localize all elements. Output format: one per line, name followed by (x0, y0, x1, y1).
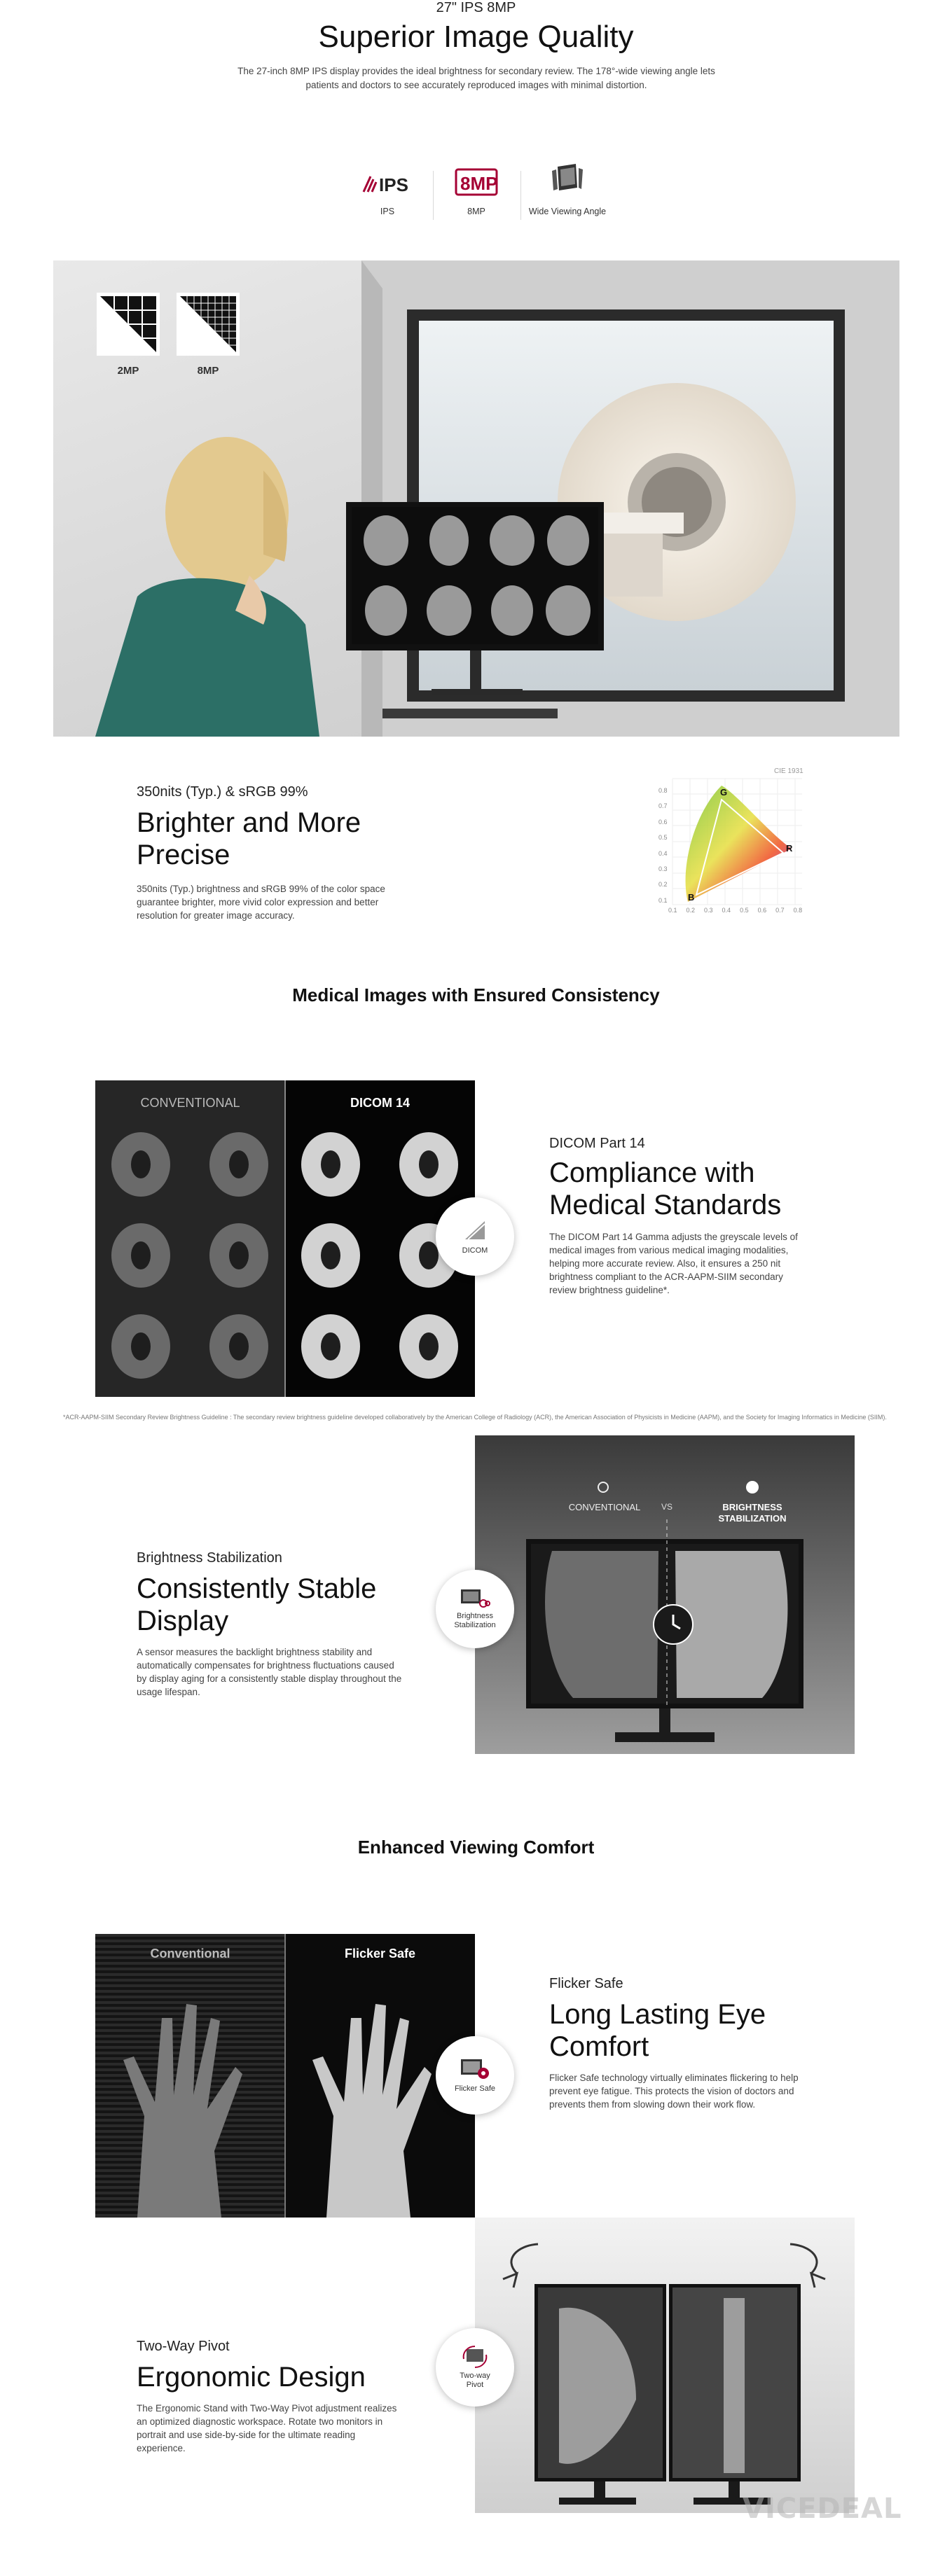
cie-x-ticks: 0.1 0.2 0.3 0.4 0.5 0.6 0.7 0.8 (668, 907, 803, 914)
feature-ips (342, 162, 433, 217)
cie-vertex-r: R (786, 843, 793, 854)
dicom-badge-label: DICOM (462, 1246, 488, 1255)
dicom-icon (461, 1218, 489, 1242)
stabilization-body: A sensor measures the backlight brightness stability and automatically compensates for brightness fluctuations caused by display aging for a consistently stable display throughout the usage lifespan. (137, 1647, 402, 1697)
brightness-body: 350nits (Typ.) brightness and sRGB 99% of the color space guarantee brighter, more vivid color expression and better resolution for greater image accuracy. (137, 884, 385, 921)
flicker-badge-label: Flicker Safe (454, 2084, 496, 2093)
dicom-compare-image (95, 1080, 475, 1397)
wide-viewing-angle-icon (522, 162, 613, 196)
two-way-pivot-icon (461, 2345, 489, 2369)
cie-vertex-g: G (720, 787, 728, 798)
stabilization-image (475, 1435, 855, 1754)
flicker-right-label: Flicker Safe (344, 1947, 416, 1961)
stabilization-left-label: CONVENTIONAL (568, 1502, 641, 1512)
dicom-left-label: CONVENTIONAL (140, 1096, 240, 1110)
resolution-compare-8mp (177, 293, 240, 377)
feature-8mp (431, 162, 522, 217)
cie-vertex-b: B (688, 892, 695, 903)
dicom-title: Compliance with Medical Standards (549, 1157, 782, 1220)
cie-chart-label: CIE 1931 (774, 767, 803, 775)
stabilization-badge-label: Brightness Stabilization (454, 1612, 496, 1629)
stabilization-eyebrow: Brightness Stabilization (137, 1550, 282, 1566)
pivot-image (475, 2218, 855, 2513)
ips-logo-text: IPS (379, 174, 408, 195)
brightness-title: Brighter and More Precise (137, 807, 361, 870)
pivot-body: The Ergonomic Stand with Two-Way Pivot adjustment realizes an optimized diagnostic workspace. Rotate two monitors in portrait and use side-by-side for the ultimate reading experience. (137, 2403, 397, 2453)
feature-divider (520, 171, 521, 220)
dicom-eyebrow: DICOM Part 14 (549, 1136, 645, 1151)
pivot-badge-label: Two-way Pivot (460, 2372, 490, 2389)
feature-wide-angle (522, 162, 613, 217)
hero-description: The 27-inch 8MP IPS display provides the ideal brightness for secondary review. The 178°-wide viewing angle lets patients and doctors to see accurately reproduced images with minimal distortion. (237, 66, 715, 90)
hero-title: Superior Image Quality (318, 20, 634, 54)
flicker-compare-image (95, 1934, 475, 2218)
watermark: VICEDEAL (743, 2493, 902, 2525)
stabilization-right-label: BRIGHTNESS STABILIZATION (718, 1502, 787, 1524)
hero-photo (53, 260, 899, 737)
brightness-eyebrow: 350nits (Typ.) & sRGB 99% (137, 784, 308, 800)
dicom-badge (436, 1197, 514, 1276)
stabilization-title: Consistently Stable Display (137, 1573, 377, 1636)
resolution-compare-2mp (97, 293, 160, 377)
consistency-section-title: Medical Images with Ensured Consistency (292, 984, 660, 1005)
flicker-safe-icon (460, 2058, 490, 2080)
flicker-badge (436, 2036, 514, 2115)
pivot-badge (436, 2328, 514, 2407)
ips-logo-icon (342, 162, 433, 196)
feature-label-ips: IPS (380, 207, 395, 216)
pivot-title: Ergonomic Design (137, 2362, 366, 2393)
cie-chart (651, 765, 820, 919)
hero-eyebrow: 27" IPS 8MP (436, 0, 516, 15)
flicker-title: Long Lasting Eye Comfort (549, 1999, 766, 2062)
comfort-section-title: Enhanced Viewing Comfort (357, 1837, 595, 1858)
flicker-body: Flicker Safe technology virtually eliminates flickering to help prevent eye fatigue. This protects the vision of doctors and prevents them from slowing down their work flow. (549, 2073, 799, 2110)
stabilization-badge (436, 1570, 514, 1648)
resolution-label-2mp: 2MP (117, 365, 139, 377)
cie-y-ticks: 0.8 0.7 0.6 0.5 0.4 0.3 0.2 0.1 (658, 787, 668, 904)
feature-label-wide-angle: Wide Viewing Angle (528, 207, 607, 216)
feature-label-8mp: 8MP (467, 207, 485, 216)
flicker-eyebrow: Flicker Safe (549, 1976, 623, 1991)
resolution-label-8mp: 8MP (197, 365, 219, 377)
dicom-footnote: *ACR-AAPM-SIIM Secondary Review Brightness Guideline : The secondary review brightness guideline developed collaboratively by the American College of Radiology (ACR), the American Association of Physicists in Medicine (AAPM), and the Society for Imaging Informatics in Medicine (SIIM). (63, 1414, 887, 1421)
dicom-right-label: DICOM 14 (350, 1096, 411, 1110)
8mp-logo-icon (431, 162, 522, 196)
dicom-body: The DICOM Part 14 Gamma adjusts the greyscale levels of medical images from various medical imaging modalities, helping more accurate review. Also, it ensures a 250 nit brightness compliant to the ACR-AAPM-SIIM secondary review brightness guideline*. (549, 1232, 798, 1295)
stabilization-vs: VS (661, 1502, 672, 1512)
flicker-left-label: Conventional (150, 1947, 230, 1961)
pivot-eyebrow: Two-Way Pivot (137, 2339, 230, 2354)
8mp-logo-text: 8MP (460, 173, 498, 194)
brightness-stabilization-icon (460, 1588, 490, 1609)
